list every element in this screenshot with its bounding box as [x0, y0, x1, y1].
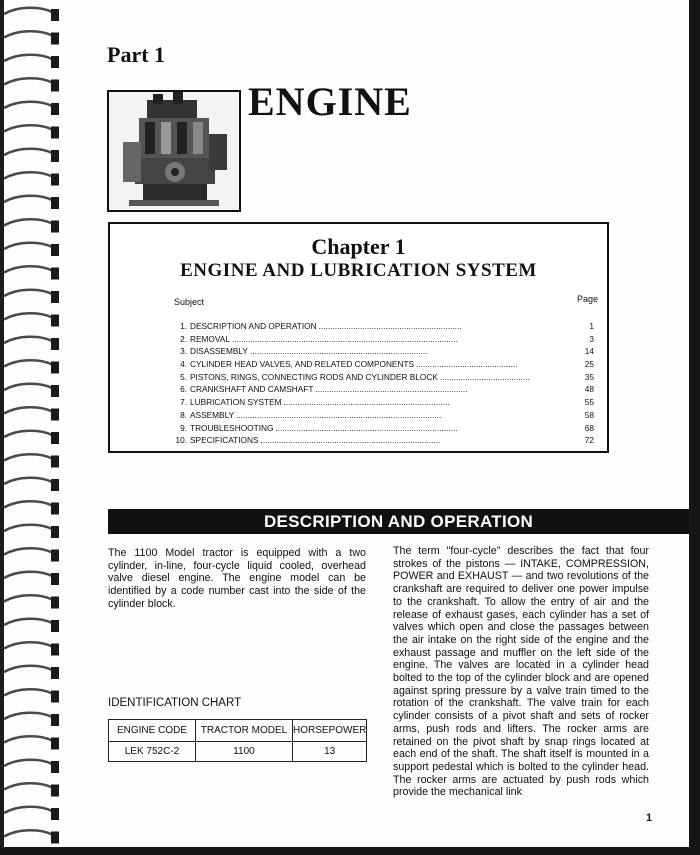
page-edge-bottom [0, 847, 700, 855]
toc-number: 4. [180, 359, 187, 370]
toc-title: DISASSEMBLY [190, 346, 248, 357]
toc-title: DESCRIPTION AND OPERATION [190, 321, 317, 331]
page-number: 1 [646, 812, 653, 824]
binding-hole [51, 644, 59, 656]
toc-leader-dots: ....................................... [439, 371, 530, 382]
toc-number: 6. [180, 384, 187, 395]
toc-page: 3 [589, 333, 594, 344]
toc-page: 35 [584, 371, 594, 382]
toc-leader-dots: ............................................................................... [275, 422, 458, 433]
binding-hole [51, 550, 59, 562]
binding-hole [51, 761, 59, 773]
part-title: Part 1 [107, 42, 166, 67]
binding-hole [51, 620, 59, 632]
description-heading: DESCRIPTION AND OPERATION [263, 512, 534, 531]
binding-hole [51, 197, 59, 209]
binding-hole [51, 9, 59, 21]
toc-number: 9. [180, 422, 187, 433]
binding-hole [51, 409, 59, 421]
toc-entry [174, 434, 594, 447]
table-header-row [109, 720, 367, 742]
binding-hole [51, 714, 59, 726]
toc-page: 48 [584, 384, 594, 395]
cell-tractor-model: 1100 [196, 742, 293, 762]
toc-leader-dots: ............................................ [416, 359, 518, 370]
toc-page: 58 [584, 409, 594, 420]
toc-title: CRANKSHAFT AND CAMSHAFT [190, 384, 314, 395]
toc-entry [174, 333, 594, 346]
binding-hole [51, 103, 59, 115]
binding-hole [51, 832, 59, 844]
toc-title: CYLINDER HEAD VALVES, AND RELATED COMPONENTS [190, 359, 415, 370]
toc-page: 55 [584, 397, 594, 408]
binding-hole [51, 33, 59, 45]
toc-number: 1. [180, 321, 187, 331]
header-tractor-model: TRACTOR MODEL [196, 720, 293, 742]
chapter-title: ENGINE AND LUBRICATION SYSTEM [180, 260, 537, 281]
toc-number: 8. [180, 409, 187, 420]
toc-entry [174, 320, 594, 333]
toc-title: ASSEMBLY [190, 409, 235, 420]
toc-entry [174, 383, 594, 396]
binding-hole [51, 479, 59, 491]
toc-leader-dots: .............................................................. [318, 321, 462, 331]
binding-hole [51, 691, 59, 703]
binding-hole [51, 268, 59, 280]
binding-hole [51, 432, 59, 444]
binding-hole [51, 526, 59, 538]
header-engine-code: ENGINE CODE [109, 720, 196, 742]
identification-chart-heading: IDENTIFICATION CHART [108, 697, 242, 709]
chapter-contents-box [108, 222, 609, 453]
toc-leader-dots: .................................................................. [315, 384, 468, 395]
toc-entry [174, 409, 594, 422]
toc-page: 14 [584, 346, 594, 357]
cell-horsepower: 13 [293, 742, 367, 762]
binding-hole [51, 738, 59, 750]
toc-leader-dots: .................................................................................................. [231, 333, 458, 344]
table-row [109, 742, 367, 762]
toc-page: 72 [584, 435, 594, 446]
description-heading-bar [108, 509, 689, 534]
toc-number: 7. [180, 397, 187, 408]
binding-hole [51, 385, 59, 397]
binding-hole [51, 244, 59, 256]
page-column-label: Page [577, 294, 599, 304]
toc-leader-dots: ............................................................................. [249, 346, 428, 357]
toc-entry [174, 422, 594, 435]
toc-entry [174, 396, 594, 409]
cell-engine-code: LEK 752C-2 [109, 742, 196, 762]
spiral-binding [0, 0, 64, 855]
toc-title: PISTONS, RINGS, CONNECTING RODS AND CYLINDER BLOCK [190, 371, 438, 382]
binding-hole [51, 667, 59, 679]
binding-hole [51, 315, 59, 327]
body-paragraph-left: The 1100 Model tractor is equipped with a two cylinder, in-line, four-cycle liquid cooled, overhead valve diesel engine. The engine model can be identified by a code number cast into the side of the cylinder block. [108, 547, 366, 610]
binding-hole [51, 808, 59, 820]
binding-hole [51, 221, 59, 233]
engine-illustration [107, 90, 241, 212]
toc-entry [174, 358, 594, 371]
toc-title: REMOVAL [190, 333, 230, 344]
header-horsepower: HORSEPOWER [293, 720, 367, 742]
subject-column-label: Subject [174, 297, 205, 307]
body-paragraph-right: The term "four-cycle" describes the fact that four strokes of the pistons — INTAKE, COMPRESSION, POWER and EXHAUST — and two revolutions of the crankshaft are required to deliver one power impulse to the crankshaft. To allow the entry of air and the release of exhaust gases, each cylinder has a set of valves which open and close the passages between the air intake on the right side of the engine and the exhaust passage and muffler on the left side of the engine. The valves are located in a cylinder head bolted to the top of the cylinder block and are opened against spring pressure by a valve train timed to the rotation of the crankshaft. The valve train for each cylinder consists of a pivot shaft and sets of rocker arms, push rods and lifters. The rocker arms are retained on the pivot shaft by snap rings located at each end of the shaft. The shaft itself is mounted in a support pedestal which is bolted to the cylinder head. The rocker arms are actuated by push rods which provide the mechanical link [393, 545, 649, 799]
toc-page: 25 [584, 359, 594, 370]
toc-title: TROUBLESHOOTING [190, 422, 274, 433]
toc-entry [174, 345, 594, 358]
toc-page: 68 [584, 422, 594, 433]
binding-hole [51, 597, 59, 609]
binding-hole [51, 150, 59, 162]
binding-hole [51, 456, 59, 468]
toc-leader-dots: .............................................................................. [260, 435, 441, 446]
toc-title: SPECIFICATIONS [190, 435, 259, 446]
binding-hole [51, 291, 59, 303]
toc-leader-dots: ........................................................................ [283, 397, 450, 408]
toc-entry [174, 371, 594, 384]
toc-page: 1 [589, 321, 594, 331]
binding-hole [51, 338, 59, 350]
toc-number: 10. [175, 435, 187, 446]
chapter-number: Chapter 1 [311, 234, 406, 259]
toc-leader-dots: ......................................................................................... [236, 409, 442, 420]
table-of-contents [174, 320, 594, 447]
toc-number: 3. [180, 346, 187, 357]
page-edge-right [689, 0, 700, 855]
toc-title: LUBRICATION SYSTEM [190, 397, 282, 408]
binding-hole [51, 785, 59, 797]
binding-hole [51, 56, 59, 68]
binding-hole [51, 80, 59, 92]
identification-chart-table [108, 719, 367, 762]
binding-hole [51, 503, 59, 515]
section-heading: ENGINE [248, 79, 412, 124]
binding-hole [51, 362, 59, 374]
binding-hole [51, 573, 59, 585]
binding-hole [51, 127, 59, 139]
toc-number: 5. [180, 371, 187, 382]
toc-number: 2. [180, 333, 187, 344]
binding-hole [51, 174, 59, 186]
